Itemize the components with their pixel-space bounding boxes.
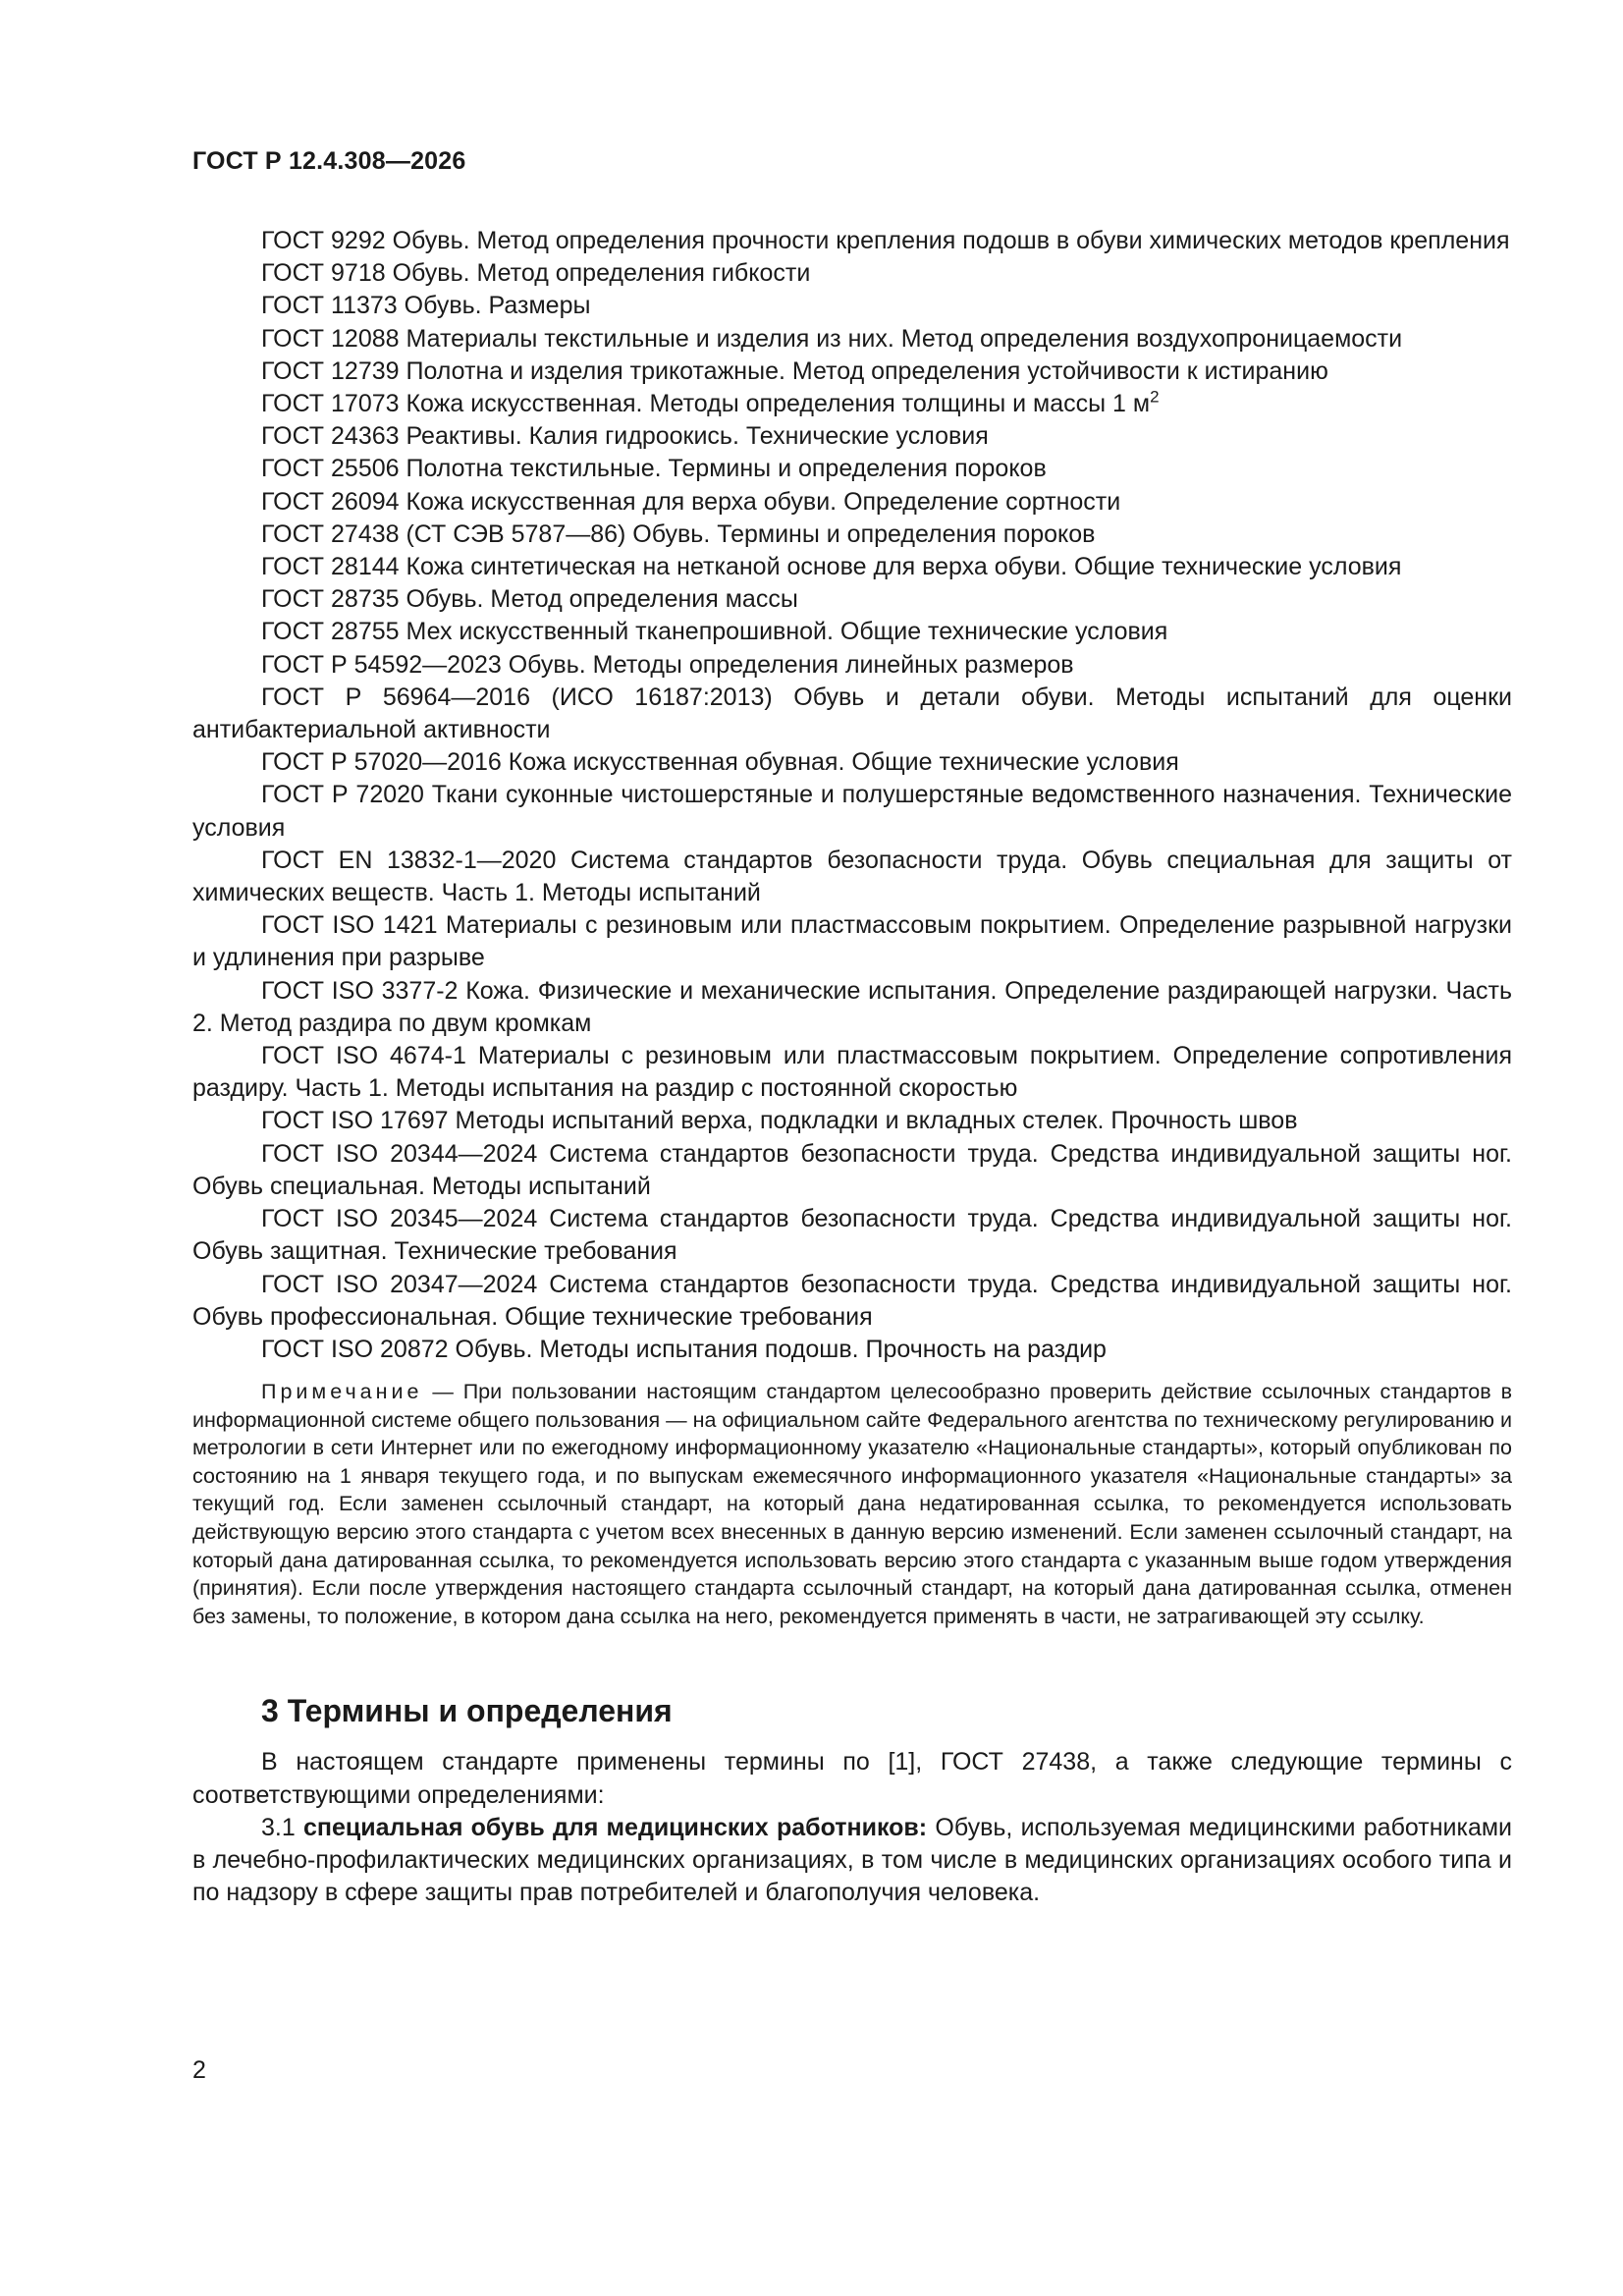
normative-references-list [192, 225, 1512, 1366]
reference-item: ГОСТ ISO 1421 Материалы с резиновым или пластмассовым покрытием. Определение разрывной нагрузки и удлинения при разрыве [192, 911, 1512, 972]
reference-item: ГОСТ 28755 Мех искусственный тканепрошивной. Общие технические условия [261, 618, 1168, 646]
term-name: специальная обувь для медицинских работников: [303, 1813, 928, 1841]
reference-item: ГОСТ 11373 Обувь. Размеры [261, 292, 591, 320]
reference-item: ГОСТ ISO 20345—2024 Система стандартов безопасности труда. Средства индивидуальной защиты ног. Обувь защитная. Технические требования [192, 1205, 1512, 1266]
section-intro: В настоящем стандарте применены термины по [1], ГОСТ 27438, а также следующие термины с соответствующими определениями: [192, 1748, 1512, 1809]
term-definition-text: Обувь, используемая медицинскими работниками в лечебно-профилактических медицинских организациях, в том числе в медицинских организациях особого типа и по надзору в сфере защиты прав потребителей и благополучия человека. [192, 1813, 1513, 1907]
reference-item: ГОСТ Р 56964—2016 (ИСО 16187:2013) Обувь и детали обуви. Методы испытаний для оценки антибактериальной активности [192, 683, 1512, 744]
reference-item: ГОСТ 28735 Обувь. Метод определения массы [261, 585, 798, 614]
reference-item: ГОСТ Р 57020—2016 Кожа искусственная обувная. Общие технические условия [261, 748, 1179, 777]
reference-item: ГОСТ 26094 Кожа искусственная для верха обуви. Определение сортности [261, 487, 1121, 516]
reference-item: ГОСТ EN 13832-1—2020 Система стандартов безопасности труда. Обувь специальная для защиты от химических веществ. Часть 1. Методы испытаний [192, 846, 1512, 907]
document-header: ГОСТ Р 12.4.308—2026 [192, 147, 466, 175]
page-number: 2 [192, 2056, 206, 2084]
reference-item: ГОСТ Р 72020 Ткани суконные чистошерстяные и полушерстяные ведомственного назначения. Технические условия [192, 781, 1512, 842]
term-number: 3.1 [261, 1813, 304, 1841]
reference-item: ГОСТ 28144 Кожа синтетическая на нетканой основе для верха обуви. Общие технические условия [261, 553, 1402, 581]
reference-item: ГОСТ 9292 Обувь. Метод определения прочности крепления подошв в обуви химических методов крепления [261, 227, 1510, 254]
reference-text: ГОСТ 17073 Кожа искусственная. Методы определения толщины и массы 1 м [261, 390, 1151, 418]
reference-item: ГОСТ ISO 20344—2024 Система стандартов безопасности труда. Средства индивидуальной защиты ног. Обувь специальная. Методы испытаний [192, 1139, 1512, 1200]
reference-item: ГОСТ 25506 Полотна текстильные. Термины и определения пороков [261, 455, 1047, 483]
reference-item: ГОСТ 12739 Полотна и изделия трикотажные. Метод определения устойчивости к истиранию [261, 356, 1328, 385]
reference-item: ГОСТ ISO 3377-2 Кожа. Физические и механические испытания. Определение раздирающей нагрузки. Часть 2. Метод раздира по двум кромкам [192, 976, 1512, 1037]
term-definition [192, 1812, 1512, 1910]
note-text: — При пользовании настоящим стандартом целесообразно проверить действие ссылочных стандартов в информационной системе общего пользования — на официальном сайте Федерального агентства по техническому регулированию и метрологии в сети Интернет или по ежегодному информационному указателю «Национальные стандарты», который опубликован по состоянию на 1 января текущего года, и по выпускам ежемесячного информационного указателя «Национальные стандарты» за текущий год. Если заменен ссылочный стандарт, на который дана недатированная ссылка, то рекомендуется использовать действующую версию этого стандарта с учетом всех внесенных в данную версию изменений. Если заменен ссылочный стандарт, на который дана датированная ссылка, то рекомендуется использовать версию этого стандарта с указанным выше годом утверждения (принятия). Если после утверждения настоящего стандарта ссылочный стандарт, на который дана датированная ссылка, отменен без замены, то положение, в котором дана ссылка на него, рекомендуется применять в части, не затрагивающей эту ссылку. [192, 1380, 1512, 1628]
reference-item: ГОСТ 27438 (СТ СЭВ 5787—86) Обувь. Термины и определения пороков [261, 519, 1096, 548]
note-paragraph [192, 1378, 1512, 1630]
document-body [192, 225, 1512, 1909]
reference-item: ГОСТ Р 54592—2023 Обувь. Методы определения линейных размеров [261, 650, 1074, 679]
reference-item: ГОСТ ISO 20347—2024 Система стандартов безопасности труда. Средства индивидуальной защиты ног. Обувь профессиональная. Общие технические требования [192, 1270, 1512, 1331]
reference-item: ГОСТ ISO 4674-1 Материалы с резиновым или пластмассовым покрытием. Определение сопротивления раздиру. Часть 1. Методы испытания на раздир с постоянной скоростью [192, 1042, 1512, 1103]
superscript: 2 [1150, 387, 1160, 407]
reference-item: ГОСТ 9718 Обувь. Метод определения гибкости [261, 259, 811, 288]
reference-item [192, 388, 1512, 420]
section-heading: 3 Термины и определения [261, 1693, 673, 1729]
reference-item: ГОСТ 24363 Реактивы. Калия гидроокись. Технические условия [261, 422, 989, 451]
reference-item: ГОСТ 12088 Материалы текстильные и изделия из них. Метод определения воздухопроницаемости [261, 324, 1403, 353]
reference-item: ГОСТ ISO 20872 Обувь. Методы испытания подошв. Прочность на раздир [261, 1335, 1107, 1363]
reference-item: ГОСТ ISO 17697 Методы испытаний верха, подкладки и вкладных стелек. Прочность швов [261, 1107, 1298, 1135]
note-label: Примечание [261, 1380, 423, 1404]
